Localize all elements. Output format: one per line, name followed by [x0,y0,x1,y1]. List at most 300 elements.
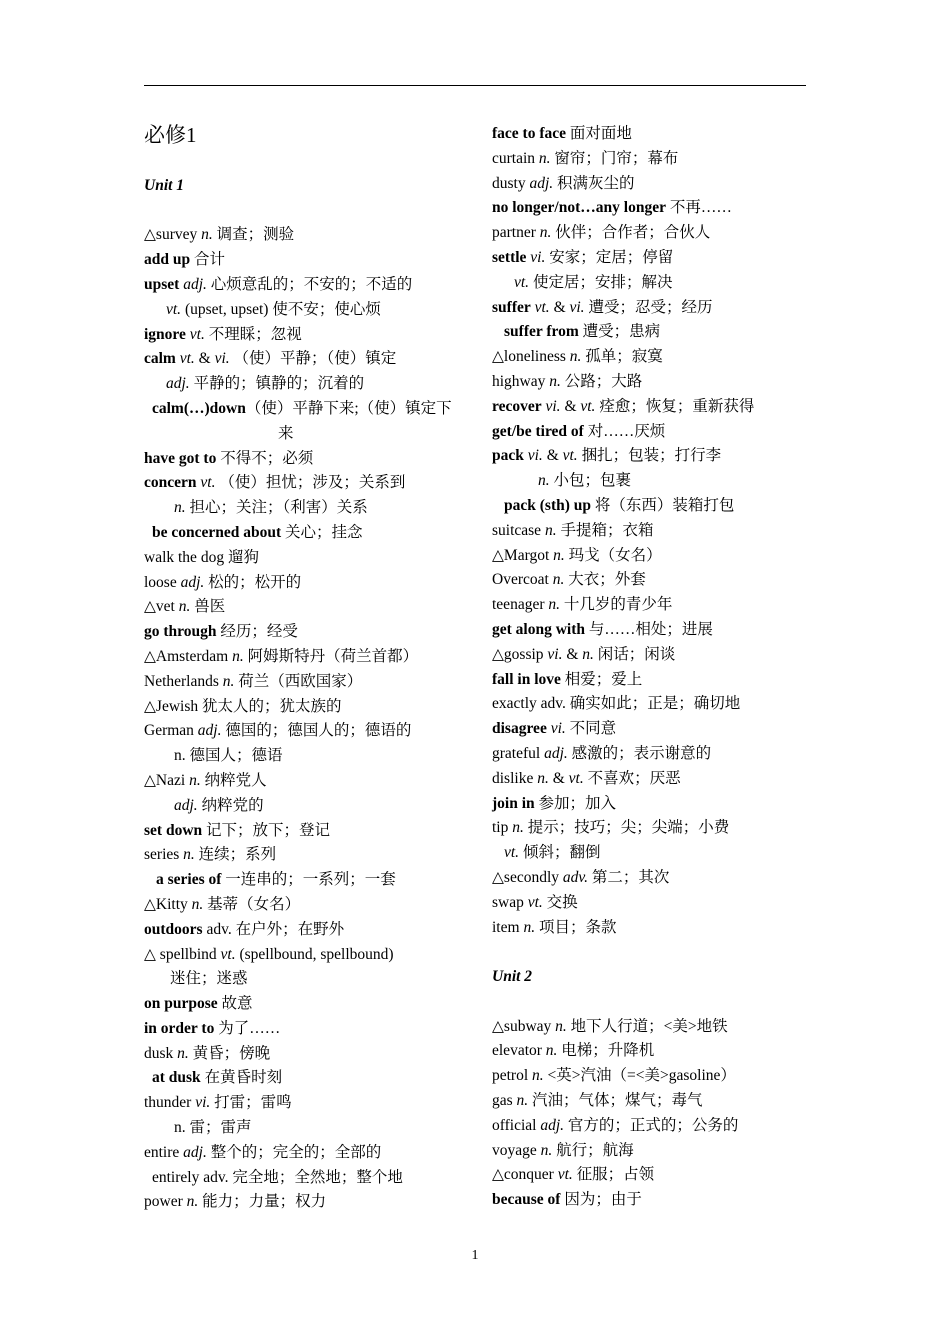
vocab-entry [144,248,469,273]
part-of-speech: vi. [550,720,566,738]
entry-text: partner [492,224,540,242]
entry-text: 伙伴；合作者；合伙人 [551,224,711,242]
vocab-entry [492,593,812,618]
vocab-entry [144,819,469,844]
headword: on purpose [144,995,218,1013]
vocab-entry [144,223,469,248]
vocab-entry [492,296,812,321]
entry-text: entirely adv. 完全地；全然地；整个地 [152,1168,403,1186]
entry-text: 在黄昏时刻 [200,1069,283,1087]
part-of-speech: vt. [514,273,530,291]
vocab-entry [492,866,812,891]
blank-line [492,990,812,1015]
headword: suffer from [504,323,579,341]
entry-text: 遭受；患病 [578,323,661,341]
page-title: 必修1 [144,123,197,147]
entry-text: 黄昏；傍晚 [188,1044,271,1062]
part-of-speech: n. [582,645,594,663]
part-of-speech: n. [540,1141,553,1159]
entry-text: 不同意 [565,720,617,738]
headword: calm(…)down [152,399,246,417]
headword: in order to [144,1019,215,1037]
entry-text: & [548,769,569,787]
blank-line [144,149,469,174]
vocab-entry [492,1163,812,1188]
entry-text: 合计 [190,251,225,269]
entry-text: 关心；挂念 [281,523,363,541]
entry-text: 基蒂（女名） [203,895,301,913]
part-of-speech: n. [174,499,186,517]
entry-text: 闲话；闲谈 [593,645,676,663]
entry-text: thunder [144,1094,196,1112]
headword: settle [492,248,527,266]
vocab-entry [492,568,812,593]
vocab-entry [144,1166,469,1191]
entry-text: （使）担忧；涉及；关系到 [215,474,406,492]
part-of-speech: adv. [562,868,589,886]
vocab-entry [144,372,469,397]
entry-text: dusty [492,174,530,192]
entry-text: 交换 [542,893,578,911]
part-of-speech: vi. [530,248,546,266]
entry-text: official [492,1116,541,1134]
entry-text: 担心；关注；（利害）关系 [185,499,368,517]
vocab-entry [492,172,812,197]
vocab-entry [492,742,812,767]
part-of-speech: n. [183,846,195,864]
vocab-entry [144,967,469,992]
vocab-entry [144,645,469,670]
part-of-speech: n. [232,647,244,665]
right-column [492,122,812,1213]
headword: recover [492,397,542,415]
headword: pack [492,447,524,465]
headword: be concerned about [152,523,282,541]
vocab-entry [492,1139,812,1164]
entry-text: & [549,298,570,316]
entry-text: 窗帘；门帘；幕布 [550,149,679,167]
vocab-entry [144,1017,469,1042]
headword: pack (sth) up [504,496,591,514]
entry-text: exactly adv. 确实如此；正是；确切地 [492,695,741,713]
headword: get/be tired of [492,422,584,440]
vocab-entry [144,943,469,968]
part-of-speech: n. [569,348,582,366]
part-of-speech: n. [512,819,524,837]
headword: ignore [144,325,186,343]
entry-text: German [144,722,198,740]
vocab-entry [492,668,812,693]
left-column [144,122,469,1215]
entry-text: 调查；测验 [212,226,295,244]
part-of-speech: vt. [189,325,205,343]
part-of-speech: vi. [545,397,561,415]
entry-text: △conquer [492,1166,558,1184]
part-of-speech: n. [189,771,201,789]
vocab-entry [492,246,812,271]
part-of-speech: vi. [569,298,585,316]
entry-text: 遭受；忍受；经历 [584,298,713,316]
vocab-entry [144,1042,469,1067]
headword: disagree [492,720,547,738]
part-of-speech: vt. [580,397,596,415]
entry-text: 不再…… [665,199,732,217]
entry-text: dislike [492,769,538,787]
entry-text: curtain [492,149,539,167]
headword: go through [144,623,217,641]
vocab-entry [144,273,469,298]
part-of-speech: n. [532,1067,544,1085]
headword: have got to [144,449,217,467]
entry-text: 心烦意乱的；不安的；不适的 [206,275,413,293]
vocab-entry [492,916,812,941]
entry-text: 十几岁的青少年 [560,596,673,614]
vocab-entry [144,447,469,472]
entry-text: 记下；放下；登记 [202,821,331,839]
part-of-speech: vt. [166,300,182,318]
entry-text: 一连串的；一系列；一套 [221,871,396,889]
part-of-speech: vt. [200,474,216,492]
part-of-speech: n. [191,895,204,913]
part-of-speech: vt. [568,769,584,787]
unit-heading: Unit 1 [144,176,185,194]
headword: upset [144,275,180,293]
entry-text: 与……相处；进展 [585,620,713,638]
headword: set down [144,821,203,839]
vocab-entry [492,1064,812,1089]
vocab-entry [144,695,469,720]
vocab-entry [492,618,812,643]
vocab-entry [492,221,812,246]
part-of-speech: adj. [183,1143,207,1161]
entry-text: 手提箱；衣箱 [556,521,654,539]
part-of-speech: vt. [527,893,543,911]
vocab-entry [492,1015,812,1040]
entry-text: adv. 在户外；在野外 [202,920,345,938]
entry-text: tip [492,819,513,837]
part-of-speech: vt. [557,1166,573,1184]
part-of-speech: vt. [220,945,236,963]
entry-text: 使定居；安排；解决 [529,273,673,291]
part-of-speech: vi. [214,350,230,368]
part-of-speech: n. [538,149,551,167]
page-number: 1 [471,1248,479,1263]
entry-text: 参加；加入 [534,794,617,812]
part-of-speech: n. [177,1044,189,1062]
vocab-entry [492,469,812,494]
entry-text: 积满灰尘的 [553,174,635,192]
entry-text: 平静的；镇静的；沉着的 [189,375,365,393]
part-of-speech: n. [555,1017,567,1035]
entry-text: 面对面地 [566,125,632,142]
entry-text: <英>汽油（=<美>gasoline） [543,1067,736,1085]
part-of-speech: n. [544,521,557,539]
headword: fall in love [492,670,561,688]
entry-text: 航行；航海 [552,1141,634,1159]
entry-text: （使）平静下来;（使）镇定下 [245,399,452,417]
vocab-entry [144,1116,469,1141]
vocab-entry [492,147,812,172]
vocab-entry [144,546,469,571]
vocab-entry [492,692,812,717]
part-of-speech: vt. [504,844,520,862]
entry-text: petrol [492,1067,533,1085]
vocab-entry [492,122,812,147]
entry-text: 对……厌烦 [583,422,666,440]
entry-text: teenager [492,596,549,614]
entry-text: 不得不；必须 [216,449,314,467]
entry-text: 第二；其次 [588,868,670,886]
entry-text: △ spellbind [144,945,221,963]
blank-line [492,940,812,965]
headword: suffer [492,298,531,316]
vocab-entry [144,397,469,422]
vocab-entry [492,767,812,792]
entry-text: 故意 [217,995,253,1013]
part-of-speech: adj. [529,174,554,192]
entry-text: 安家；定居；停留 [545,248,674,266]
entry-text: swap [492,893,528,911]
headword: face to face [492,125,567,142]
part-of-speech: adj. [544,744,568,762]
entry-text: 官方的；正式的；公务的 [564,1116,739,1134]
entry-text: highway [492,372,550,390]
entry-text: △Margot [492,546,554,564]
vocab-entry [492,370,812,395]
vocab-entry [492,717,812,742]
entry-text: 汽油；气体；煤气；毒气 [528,1092,703,1110]
vocab-entry [144,744,469,769]
vocab-entry [144,794,469,819]
vocab-entry [492,494,812,519]
part-of-speech: vt. [562,447,578,465]
entry-text: (upset, upset) 使不安；使心烦 [181,300,381,318]
entry-text: 松的；松开的 [204,573,302,591]
entry-text: item [492,918,524,936]
entry-text: loose [144,573,181,591]
vocab-entry [144,422,469,447]
vocab-entry [144,571,469,596]
vocab-entry [144,918,469,943]
vocab-entry [144,893,469,918]
entry-text: 荷兰（西欧国家） [234,672,363,690]
vocab-entry [492,544,812,569]
entry-text: walk the dog 遛狗 [144,548,259,566]
entry-text: 纳粹党人 [200,771,267,789]
part-of-speech: vi. [195,1094,211,1112]
part-of-speech: n. [545,1042,558,1060]
vocab-entry [144,1141,469,1166]
part-of-speech: adj. [180,573,205,591]
vocab-entry [492,643,812,668]
vocab-entry [492,519,812,544]
entry-text: 因为；由于 [560,1191,642,1209]
entry-text: 公路；大路 [560,372,643,390]
vocab-entry [492,1188,812,1213]
entry-text: 项目；条款 [535,918,617,936]
part-of-speech: n. [552,571,565,589]
vocab-entry [492,196,812,221]
entry-text: series [144,846,184,864]
headword: because of [492,1191,561,1209]
part-of-speech: adj. [197,722,222,740]
entry-text: △Jewish 犹太人的；犹太族的 [144,697,342,715]
entry-text: △gossip [492,645,548,663]
entry-text: 纳粹党的 [197,796,264,814]
entry-text: 兽医 [190,598,226,616]
blank-line [144,199,469,224]
part-of-speech: n. [548,596,560,614]
entry-text: & [560,397,581,415]
part-of-speech: adj. [174,796,198,814]
entry-text: gas [492,1092,517,1110]
entry-text: elevator [492,1042,546,1060]
vocab-entry [144,620,469,645]
vocab-entry [144,595,469,620]
entry-text: entire [144,1143,184,1161]
entry-text: 连续；系列 [194,846,277,864]
entry-text: △Nazi [144,771,190,789]
entry-text: 征服；占领 [572,1166,655,1184]
entry-text: suitcase [492,521,545,539]
entry-text: 小包；包裹 [549,472,632,490]
part-of-speech: adj. [166,375,190,393]
entry-text: 不理睬；忽视 [204,325,302,343]
vocab-entry [492,395,812,420]
part-of-speech: n. [186,1193,199,1211]
entry-text: n. 德国人；德语 [174,747,283,765]
entry-text: 倾斜；翻倒 [519,844,601,862]
entry-text: △secondly [492,868,563,886]
part-of-speech: n. [537,769,549,787]
part-of-speech: adj. [183,275,207,293]
vocab-entry [492,841,812,866]
part-of-speech: n. [523,918,536,936]
vocab-entry [144,719,469,744]
part-of-speech: n. [539,224,552,242]
vocab-entry [492,1089,812,1114]
entry-text: 孤单；寂寞 [581,348,663,366]
header-rule [144,85,806,86]
vocab-entry [144,992,469,1017]
entry-text: 大衣；外套 [564,571,646,589]
entry-text: 来 [278,424,294,442]
entry-text: （使）平静；（使）镇定 [229,350,397,368]
part-of-speech: vi. [547,645,563,663]
vocab-entry [492,891,812,916]
headword: calm [144,350,176,368]
vocab-entry [144,347,469,372]
vocab-entry [492,1114,812,1139]
part-of-speech: vt. [179,350,195,368]
entry-text: △Kitty [144,895,192,913]
headword: get along with [492,620,585,638]
vocab-entry [492,444,812,469]
part-of-speech: n. [553,546,565,564]
entry-text: △subway [492,1017,556,1035]
vocab-entry [144,521,469,546]
vocab-entry [144,1066,469,1091]
vocab-entry [144,670,469,695]
entry-text: (spellbound, spellbound) [235,945,394,963]
part-of-speech: n. [178,598,191,616]
entry-text: 不喜欢；厌恶 [583,769,681,787]
entry-text: voyage [492,1141,541,1159]
entry-text: & [562,645,583,663]
part-of-speech: n. [549,372,561,390]
vocab-entry [492,320,812,345]
unit-heading: Unit 2 [492,968,533,986]
part-of-speech: n. [222,672,235,690]
entry-text: △vet [144,598,179,616]
entry-text: △Amsterdam [144,647,233,665]
part-of-speech: adj. [540,1116,565,1134]
headword: no longer/not…any longer [492,199,666,217]
part-of-speech: n. [538,472,550,490]
entry-text: 能力；力量；权力 [198,1193,327,1211]
vocab-entry [492,271,812,296]
entry-text: n. 雷；雷声 [174,1119,252,1137]
entry-text: 整个的；完全的；全部的 [206,1143,382,1161]
vocab-entry [144,1091,469,1116]
entry-text: 捆扎；包装；打行李 [577,447,722,465]
vocab-entry [144,496,469,521]
entry-text: & [542,447,563,465]
entry-text: 痊愈；恢复；重新获得 [595,397,755,415]
vocab-entry [144,471,469,496]
entry-text: grateful [492,744,545,762]
headword: add up [144,251,191,269]
entry-text: 为了…… [214,1019,281,1037]
entry-text: Netherlands [144,672,223,690]
vocab-entry [492,420,812,445]
vocab-entry [144,323,469,348]
vocab-entry [492,816,812,841]
entry-text: 提示；技巧；尖；尖端；小费 [523,819,730,837]
entry-text: & [194,350,215,368]
vocab-entry [144,868,469,893]
entry-text: power [144,1193,187,1211]
entry-text: 感激的；表示谢意的 [567,744,712,762]
entry-text: 德国的；德国人的；德语的 [221,722,412,740]
vocab-entry [144,769,469,794]
entry-text: 将（东西）装箱打包 [591,496,735,514]
vocab-entry [492,1039,812,1064]
vocab-entry [144,843,469,868]
entry-text: dusk [144,1044,178,1062]
part-of-speech: n. [516,1092,529,1110]
headword: join in [492,794,535,812]
part-of-speech: n. [201,226,213,244]
part-of-speech: vi. [527,447,543,465]
part-of-speech: vt. [534,298,550,316]
vocab-entry [144,1190,469,1215]
headword: a series of [156,871,222,889]
headword: outdoors [144,920,203,938]
entry-text: △loneliness [492,348,570,366]
entry-text: 阿姆斯特丹（荷兰首都） [243,647,419,665]
headword: at dusk [152,1069,201,1087]
headword: concern [144,474,197,492]
entry-text: 打雷；雷鸣 [210,1094,292,1112]
vocab-entry [492,792,812,817]
entry-text: 经历；经受 [216,623,298,641]
entry-text: 相爱；爱上 [560,670,643,688]
entry-text: △survey [144,226,202,244]
entry-text: 电梯；升降机 [557,1042,655,1060]
entry-text: Overcoat [492,571,553,589]
vocab-entry [492,345,812,370]
